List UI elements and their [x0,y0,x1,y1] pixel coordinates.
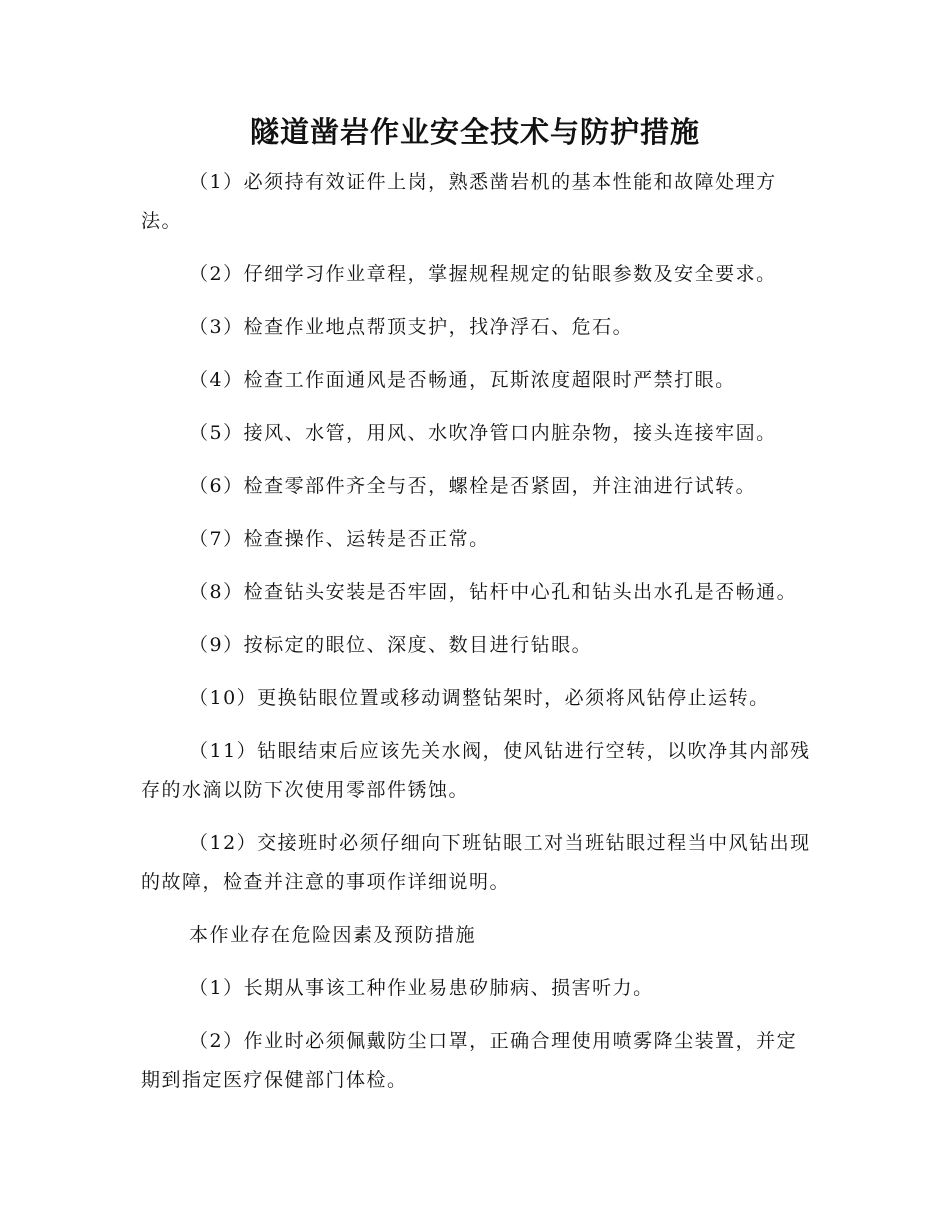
paragraph-4: （4）检查工作面通风是否畅通，瓦斯浓度超限时严禁打眼。 [189,369,736,391]
paragraph-10: （10）更换钻眼位置或移动调整钻架时，必须将风钻停止运转。 [189,687,770,709]
paragraph-5: （5）接风、水管，用风、水吹净管口内脏杂物，接头连接牢固。 [189,422,777,444]
paragraph-6: （6）检查零部件齐全与否，螺栓是否紧固，并注油进行试转。 [189,475,757,497]
paragraph-7: （7）检查操作、运转是否正常。 [189,528,490,550]
paragraph-9: （9）按标定的眼位、深度、数目进行钻眼。 [189,634,593,656]
paragraph-11: （11）钻眼结束后应该先关水阀，使风钻进行空转，以吹净其内部残存的水滴以防下次使用零部件锈蚀。 [141,740,811,801]
paragraph-hazard-2: （2）作业时必须佩戴防尘口罩，正确合理使用喷雾降尘装置，并定期到指定医疗保健部门体检。 [141,1030,798,1091]
paragraph-12: （12）交接班时必须仔细向下班钻眼工对当班钻眼过程当中风钻出现的故障，检查并注意的事项作详细说明。 [141,832,811,893]
paragraph-3: （3）检查作业地点帮顶支护，找净浮石、危石。 [189,316,634,338]
section-heading-hazards: 本作业存在危险因素及预防措施 [189,924,477,946]
document-body [141,163,811,1114]
paragraph-2: （2）仔细学习作业章程，掌握规程规定的钻眼参数及安全要求。 [189,263,777,285]
paragraph-1: （1）必须持有效证件上岗，熟悉凿岩机的基本性能和故障处理方法。 [141,171,777,232]
paragraph-hazard-1: （1）长期从事该工种作业易患矽肺病、损害听力。 [189,977,654,999]
paragraph-8: （8）检查钻头安装是否牢固，钻杆中心孔和钻头出水孔是否畅通。 [189,581,798,603]
document-title: 隧道凿岩作业安全技术与防护措施 [249,115,700,149]
